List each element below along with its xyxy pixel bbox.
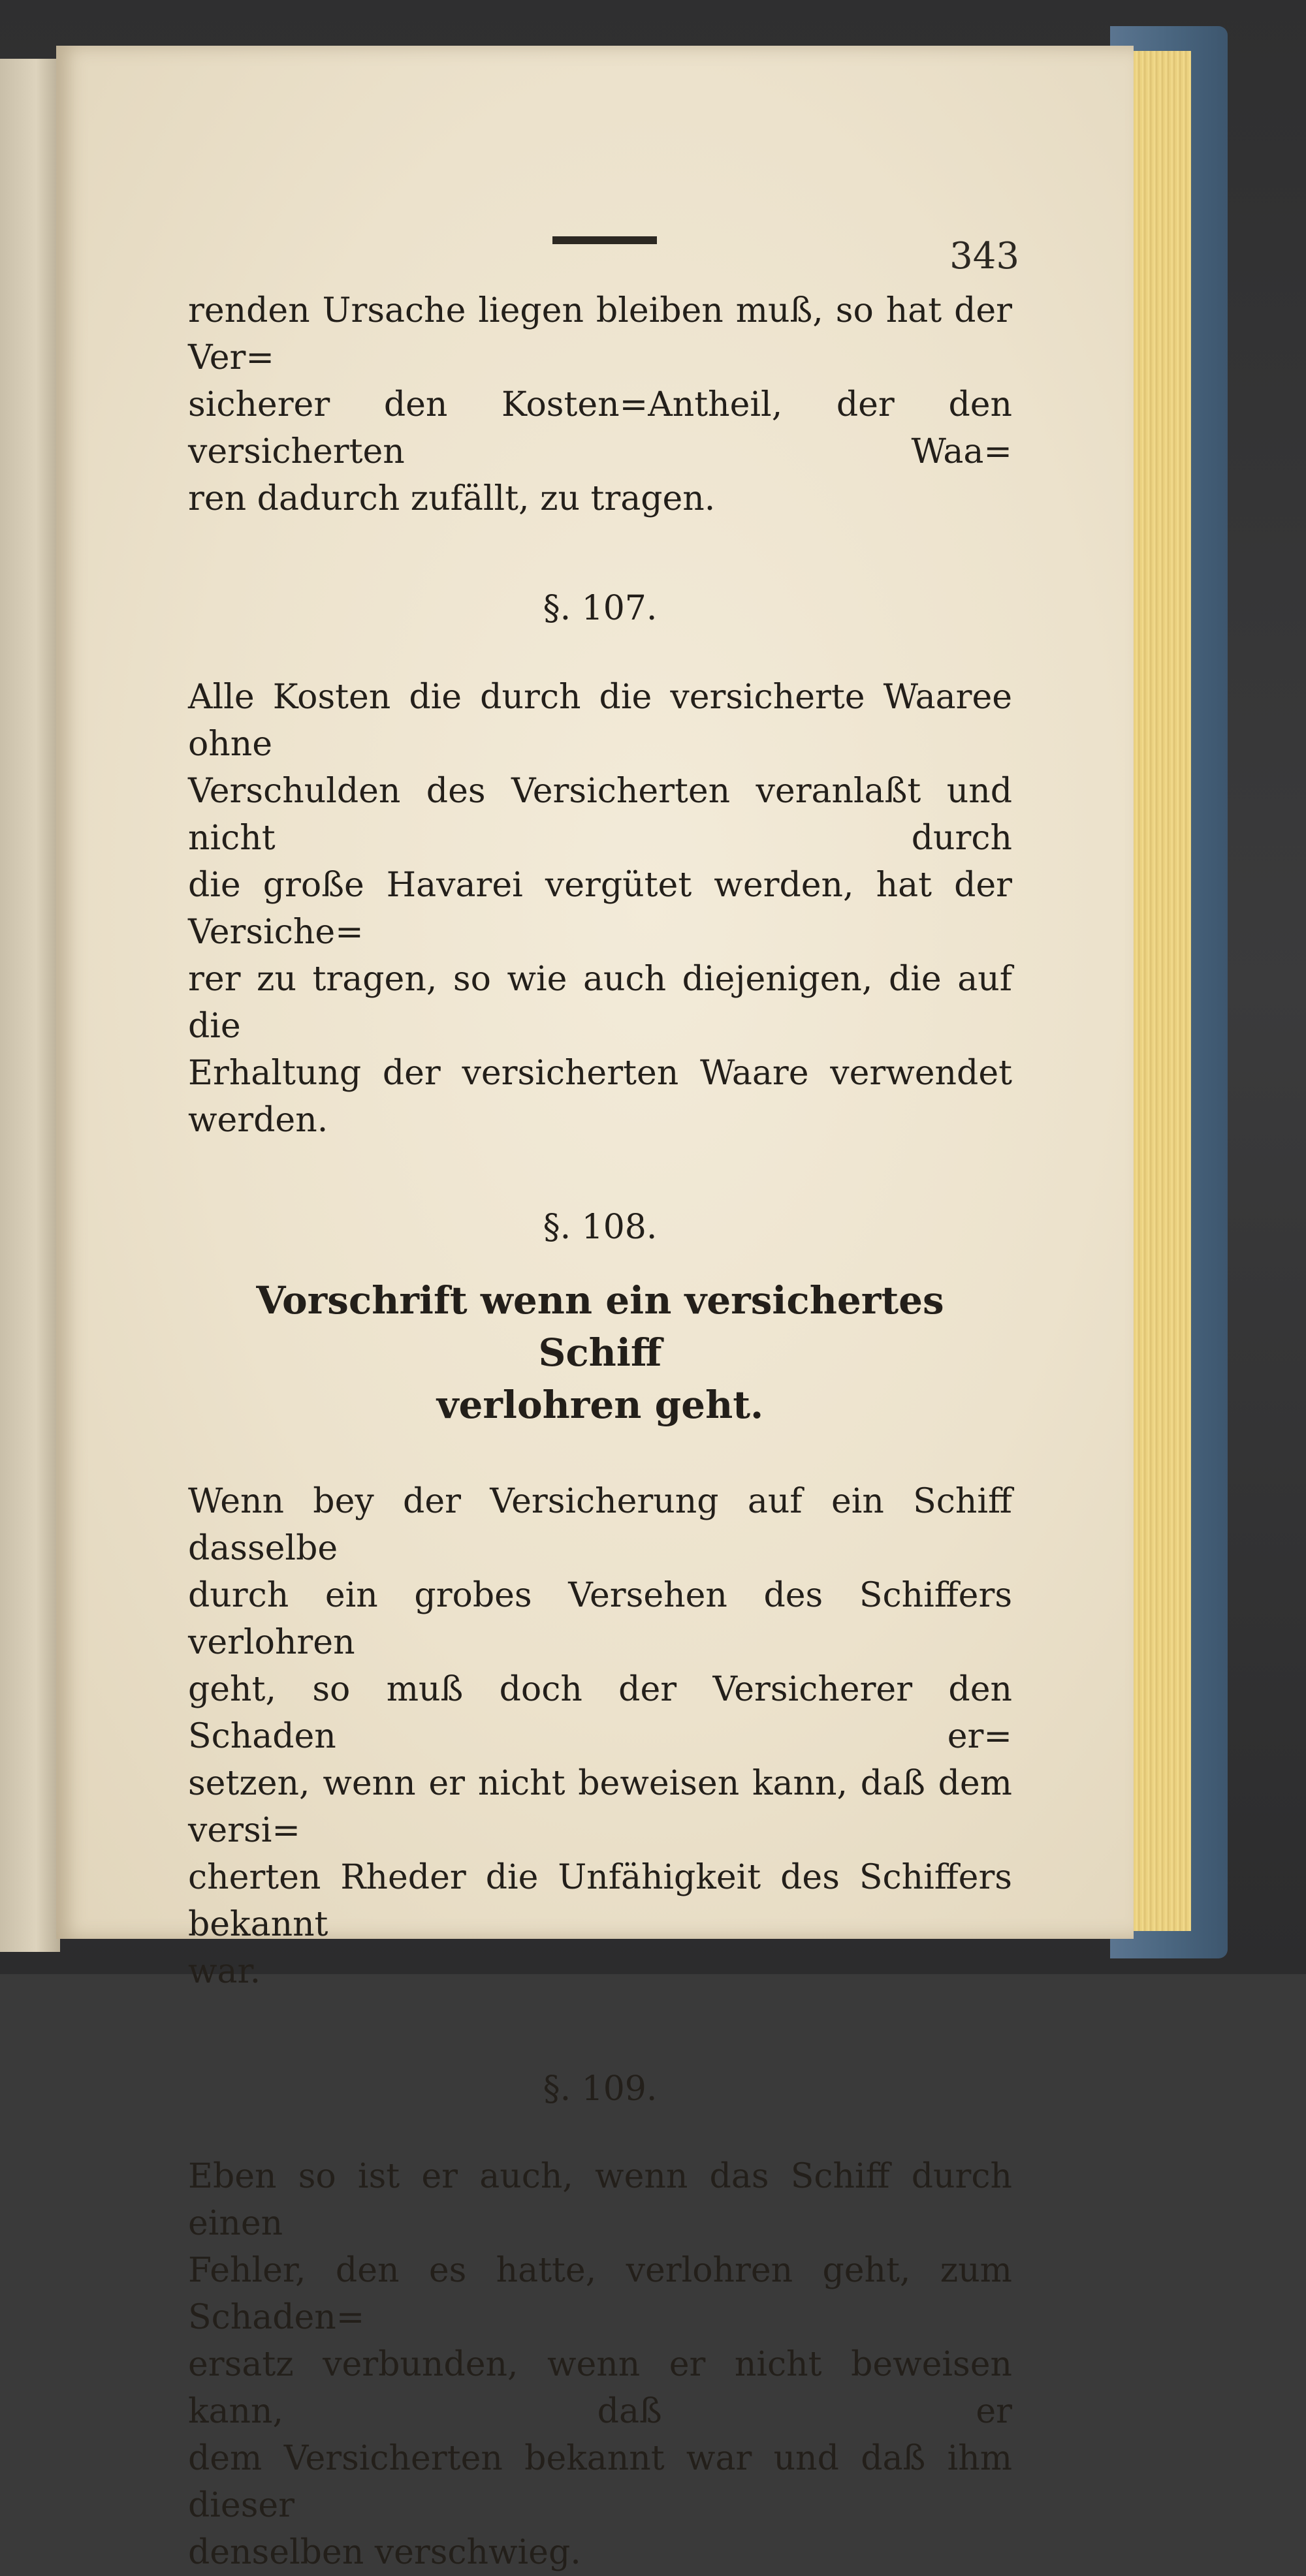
previous-page-edge — [0, 59, 60, 1952]
text-line: dem Versicherten bekannt war und daß ihm dieser — [188, 2439, 1012, 2525]
heading-line: verlohren geht. — [436, 1383, 764, 1427]
section-number-107: §. 107. — [543, 589, 658, 628]
text-line: ersatz verbunden, wenn er nicht beweisen kann, daß er — [188, 2345, 1012, 2431]
text-line: Verschulden des Versicherten veranlaßt und nicht durch — [188, 772, 1012, 858]
book-page — [56, 46, 1134, 2572]
text-line: Alle Kosten die durch die versicherte Waaree ohne — [188, 678, 1012, 764]
text-line: denselben verschwieg. — [188, 2533, 581, 2572]
text-line: Erhaltung der versicherten Waare verwendet werden. — [188, 1054, 1012, 1140]
page-number: 343 — [949, 235, 1019, 277]
text-line: Fehler, den es hatte, verlohren geht, zum Schaden= — [188, 2251, 1012, 2337]
section-number-109: §. 109. — [543, 2069, 658, 2109]
text-line: rer zu tragen, so wie auch diejenigen, die auf die — [188, 960, 1012, 1046]
text-line: geht, so muß doch der Versicherer den Schaden er= — [188, 1670, 1012, 1756]
header-rule — [552, 236, 657, 244]
paragraph-108 — [188, 1478, 1012, 1995]
text-line: Eben so ist er auch, wenn das Schiff durch einen — [188, 2157, 1012, 2243]
text-line: durch ein grobes Versehen des Schiffers verlohren — [188, 1576, 1012, 1662]
text-line: sicherer den Kosten=Antheil, der den versicherten Waa= — [188, 385, 1012, 471]
section-heading-108 — [188, 1274, 1012, 1431]
text-line: ren dadurch zufällt, zu tragen. — [188, 479, 716, 518]
text-line: setzen, wenn er nicht beweisen kann, daß dem versi= — [188, 1764, 1012, 1850]
text-line: die große Havarei vergütet werden, hat der Versiche= — [188, 866, 1012, 952]
paragraph-107 — [188, 674, 1012, 1144]
text-column — [188, 287, 1012, 2576]
heading-line: Vorschrift wenn ein versichertes Schiff — [256, 1278, 944, 1375]
text-line: renden Ursache liegen bleiben muß, so hat der Ver= — [188, 291, 1012, 377]
section-number-108: §. 108. — [543, 1208, 658, 1247]
text-line: war. — [188, 1952, 261, 1991]
paragraph-continuation — [188, 287, 1012, 522]
paragraph-109 — [188, 2153, 1012, 2576]
text-line: cherten Rheder die Unfähigkeit des Schiffers bekannt — [188, 1858, 1012, 1944]
text-line: Wenn bey der Versicherung auf ein Schiff dasselbe — [188, 1482, 1012, 1568]
